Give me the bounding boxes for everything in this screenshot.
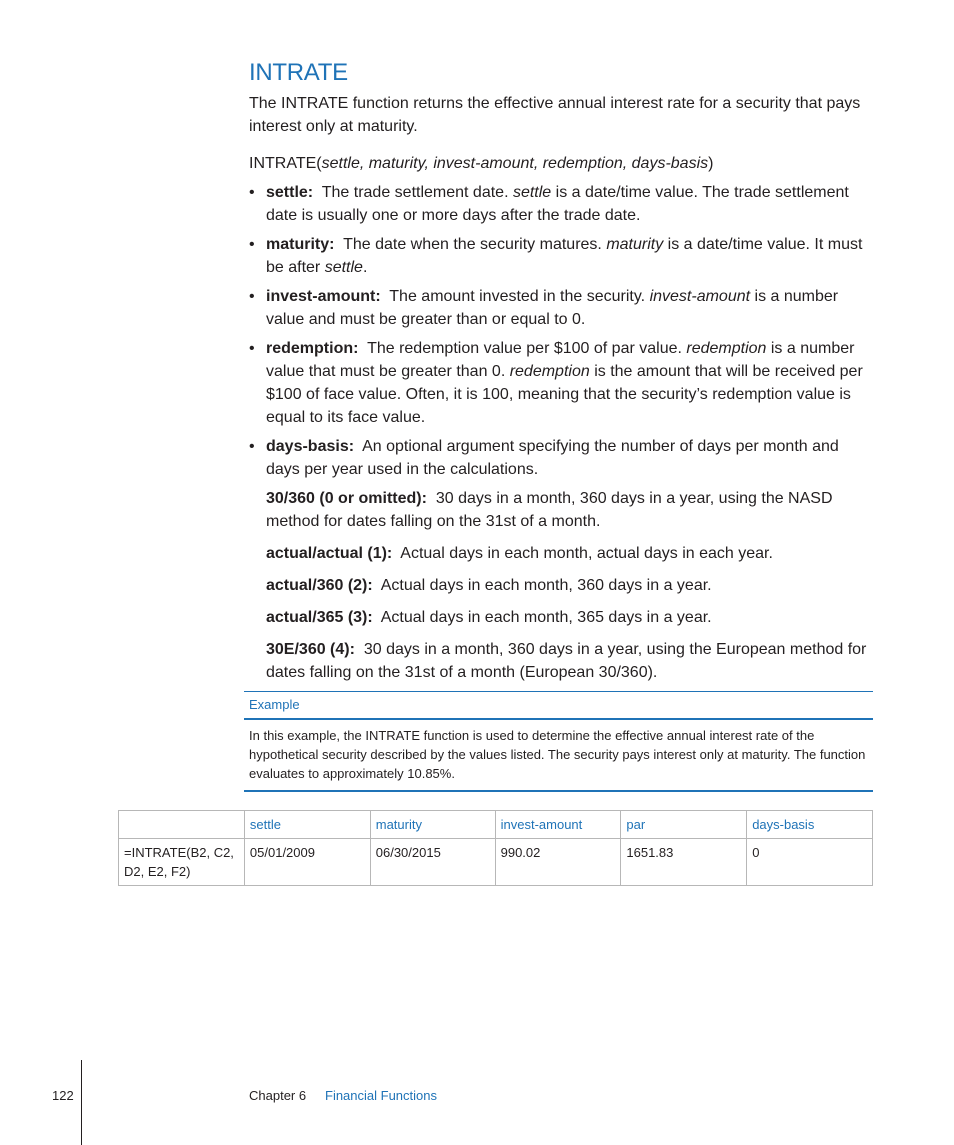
table-header-cell — [119, 811, 245, 839]
table-header-cell: maturity — [370, 811, 495, 839]
argument-name: maturity: — [266, 236, 335, 253]
argument-name: settle: — [266, 184, 314, 201]
argument-name: invest-amount: — [266, 288, 381, 305]
basis-option-30-360 — [249, 487, 874, 533]
basis-option-label: 30E/360 (4): — [266, 641, 355, 658]
basis-option-desc: Actual days in each month, actual days in each year. — [400, 545, 773, 562]
table-cell: =INTRATE(B2, C2, D2, E2, F2) — [119, 839, 245, 886]
basis-option-label: actual/actual (1): — [266, 545, 393, 562]
argument-desc: is a number value and must be greater than or equal to 0. — [266, 288, 839, 328]
bullet-icon: • — [249, 236, 255, 253]
table-header-cell: invest-amount — [495, 811, 621, 839]
example-body: In this example, the INTRATE function is used to determine the effective annual interest rate of the hypothetical security described by the values listed. The security pays interest only at maturity. The function evaluates to approximately 10.85%. — [249, 728, 866, 781]
basis-option-label: actual/360 (2): — [266, 577, 373, 594]
example-heading: Example — [244, 692, 873, 720]
bullet-icon: • — [249, 184, 255, 201]
argument-desc: is a number value that must be greater than 0. — [266, 340, 855, 380]
basis-option-desc: 30 days in a month, 360 days in a year, using the NASD method for dates falling on the 31st of a month. — [266, 490, 833, 530]
table-header-cell: settle — [244, 811, 370, 839]
argument-ref: maturity — [606, 236, 664, 253]
argument-name: days-basis: — [266, 438, 355, 455]
bullet-icon: • — [249, 340, 255, 357]
argument-settle — [249, 181, 874, 227]
example-table — [118, 810, 873, 886]
basis-option-actual-actual — [249, 542, 874, 565]
table-cell: 0 — [747, 839, 873, 886]
basis-option-label: 30/360 (0 or omitted): — [266, 490, 427, 507]
argument-name: redemption: — [266, 340, 359, 357]
page-number: 122 — [52, 1088, 74, 1103]
table-row — [119, 839, 873, 886]
argument-desc: is the amount that will be received per $100 of face value. Often, it is 100, meaning that the security’s redemption value is equal to its face value. — [266, 363, 863, 426]
basis-option-actual-360 — [249, 574, 874, 597]
argument-ref: invest-amount — [649, 288, 751, 305]
syntax-close-paren: ) — [708, 155, 714, 172]
table-header-cell: par — [621, 811, 747, 839]
bullet-icon: • — [249, 288, 255, 305]
table-cell: 990.02 — [495, 839, 621, 886]
argument-maturity — [249, 233, 874, 279]
argument-desc: The date when the security matures. — [343, 236, 607, 253]
argument-desc: The redemption value per $100 of par value. — [367, 340, 687, 357]
example-box — [244, 691, 873, 792]
argument-list — [249, 181, 874, 481]
table-cell: 1651.83 — [621, 839, 747, 886]
syntax-line — [249, 152, 874, 175]
page-title: INTRATE — [249, 59, 348, 86]
table-header-row — [119, 811, 873, 839]
footer-chapter-title: Financial Functions — [325, 1088, 437, 1103]
argument-desc: An optional argument specifying the number of days per month and days per year used in the calculations. — [266, 438, 839, 478]
argument-desc: is a date/time value. The trade settlement date is usually one or more days after the trade date. — [266, 184, 849, 224]
argument-desc: . — [362, 259, 368, 276]
basis-option-desc: 30 days in a month, 360 days in a year, using the European method for dates falling on the 31st of a month (European 30/360). — [266, 641, 867, 681]
table-cell: 05/01/2009 — [244, 839, 370, 886]
basis-option-label: actual/365 (3): — [266, 609, 373, 626]
argument-invest-amount — [249, 285, 874, 331]
intro-paragraph: The INTRATE function returns the effective annual interest rate for a security that pays interest only at maturity. — [249, 95, 861, 135]
syntax-function-name: INTRATE — [249, 155, 317, 172]
table-header-cell: days-basis — [747, 811, 873, 839]
basis-option-30e-360 — [249, 638, 874, 684]
footer-divider — [81, 1060, 82, 1145]
argument-desc: The amount invested in the security. — [389, 288, 650, 305]
basis-option-actual-365 — [249, 606, 874, 629]
argument-desc: is a date/time value. It must be after — [266, 236, 863, 276]
argument-ref: settle — [512, 184, 552, 201]
argument-ref: redemption — [509, 363, 590, 380]
argument-ref: redemption — [686, 340, 767, 357]
syntax-arguments: settle, maturity, invest-amount, redemption, days-basis — [321, 155, 709, 172]
argument-desc: The trade settlement date. — [321, 184, 513, 201]
argument-ref: settle — [324, 259, 363, 276]
footer-chapter: Chapter 6 — [249, 1088, 307, 1103]
table-cell: 06/30/2015 — [370, 839, 495, 886]
main-content — [249, 58, 874, 693]
argument-days-basis — [249, 435, 874, 481]
basis-option-desc: Actual days in each month, 365 days in a year. — [380, 609, 712, 626]
argument-redemption — [249, 337, 874, 429]
bullet-icon: • — [249, 438, 255, 455]
basis-option-desc: Actual days in each month, 360 days in a year. — [380, 577, 712, 594]
syntax-open-paren: ( — [316, 155, 322, 172]
